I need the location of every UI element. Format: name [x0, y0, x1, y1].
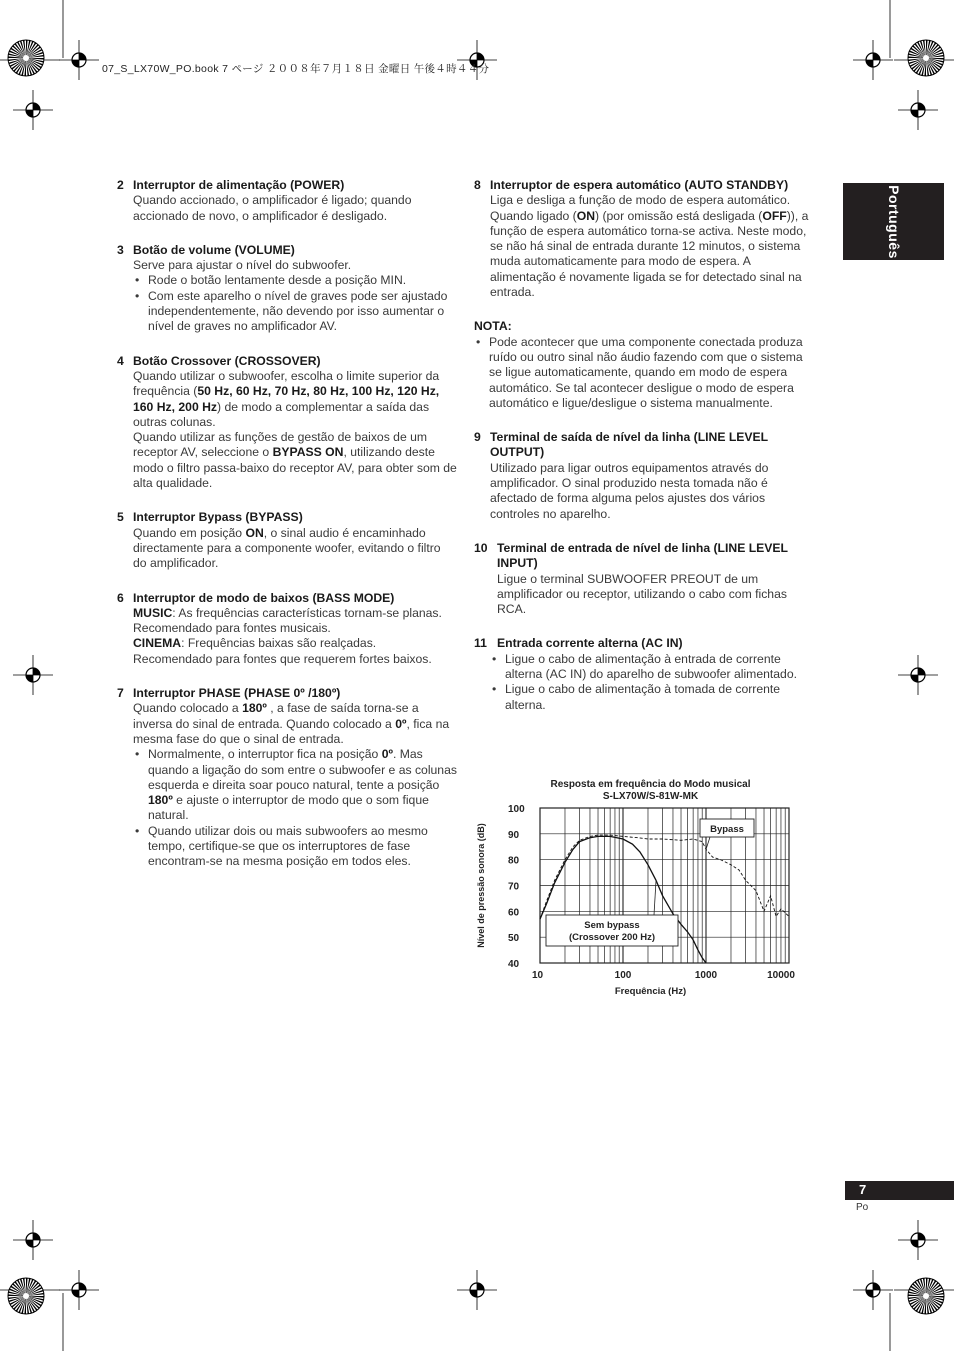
page-number-bar [845, 1181, 954, 1200]
item-line-level-output [474, 430, 812, 522]
x-tick-label: 1000 [694, 970, 718, 981]
language-tab [843, 183, 944, 260]
right-column [474, 178, 812, 713]
item-text: CINEMA: Frequências baixas são realçadas. Recomendado para fontes que requerem fortes baixos. [133, 636, 432, 666]
chart-subtitle: S-LX70W/S-81W-MK [602, 791, 699, 802]
annotation-label-crossover: (Crossover 200 Hz) [568, 932, 656, 943]
item-number: 3 [117, 242, 124, 257]
item-title: Terminal de saída de nível da linha (LINE LEVEL OUTPUT) [490, 430, 768, 460]
item-bass-mode-switch [117, 591, 457, 667]
bullet-item: • Ligue o cabo de alimentação à entrada de corrente alterna (AC IN) do aparelho de subwoofer alimentado. [490, 652, 812, 683]
item-line-level-input [474, 541, 812, 617]
left-column [117, 178, 457, 889]
item-text: Quando ligado (ON) (por omissão está desligada (OFF)), a função de espera automático torna-se activa. Neste modo, se não há sinal de entrada durante 12 minutos, o sistema muda automaticamente para modo de espera. A alimentação é novamente ligada se for detectado sinal na entrada. [490, 208, 809, 300]
y-tick-label: 80 [508, 855, 520, 867]
item-number: 11 [474, 636, 487, 651]
item-title: Interruptor PHASE (PHASE 0º /180º) [133, 686, 341, 701]
item-text: Quando utilizar o subwoofer, escolha o limite superior da frequência (50 Hz, 60 Hz, 70 Hz, 80 Hz, 100 Hz, 120 Hz, 160 Hz, 200 Hz) de modo a complementar a saída das outras colunas. [133, 368, 440, 429]
item-number: 5 [117, 510, 124, 525]
item-ac-in [474, 636, 812, 712]
bullet-item: • Ligue o cabo de alimentação à tomada de corrente alterna. [490, 682, 812, 713]
item-text: Ligue o terminal SUBWOOFER PREOUT de um amplificador ou receptor, utilizando o cabo com fichas RCA. [497, 571, 787, 617]
y-tick-label: 100 [508, 804, 525, 815]
annotation-label-bypass: Bypass [710, 824, 744, 835]
y-tick-label: 70 [508, 881, 520, 893]
item-title: Interruptor Bypass (BYPASS) [133, 510, 303, 525]
item-text: Quando utilizar as funções de gestão de baixos de um receptor AV, seleccione o BYPASS ON, utilizando deste modo o filtro passa-baixo do receptor AV, para obter som de alta qualidade. [133, 430, 457, 491]
book-header-line: 07_S_LX70W_PO.book 7 ページ ２００８年７月１８日 金曜日 午後４時４４分 [102, 63, 490, 75]
annotation-label-sem-bypass: Sem bypass [584, 920, 640, 931]
item-number: 9 [474, 430, 481, 445]
note-heading: NOTA: [474, 319, 512, 334]
y-tick-label: 50 [508, 933, 520, 945]
item-text: Utilizado para ligar outros equipamentos através do amplificador. O sinal produzido nesta tomada não é afectado de forma alguma pelos ajustes dos vários controles no aparelho. [490, 460, 769, 521]
item-text: Quando em posição ON, o sinal audio é encaminhado directamente para a componente woofer, evitando o filtro do amplificador. [133, 525, 441, 571]
bullet-item: • Com este aparelho o nível de graves pode ser ajustado independentemente, não devendo por isso aumentar o nível de graves no amplificador AV. [133, 289, 457, 335]
item-phase-switch [117, 686, 457, 870]
x-tick-label: 100 [614, 970, 632, 981]
item-title: Entrada corrente alterna (AC IN) [497, 636, 683, 651]
bullet-item: • Normalmente, o interruptor fica na posição 0º. Mas quando a ligação do som entre o subwoofer e as colunas esquerda e direita soar pouco natural, tente a posição 180º e ajuste o interruptor de modo que o som fique natural. [133, 747, 457, 823]
item-crossover-knob [117, 354, 457, 492]
page-language-code: Po [856, 1202, 869, 1213]
item-text: Quando accionado, o amplificador é ligado; quando accionado de novo, o amplificador é desligado. [133, 193, 412, 223]
item-number: 7 [117, 686, 124, 701]
x-tick-label: 10 [532, 970, 544, 981]
bullet-item: • Rode o botão lentamente desde a posição MIN. [133, 273, 457, 288]
frequency-response-chart [474, 775, 814, 1000]
y-axis-label: Nível de pressão sonora (dB) [476, 823, 486, 948]
item-number: 2 [117, 178, 124, 192]
item-text: Quando colocado a 180º , a fase de saída torna-se a inversa do sinal de entrada. Quando colocado a 0º, fica na mesma fase do que o sinal de entrada. [133, 701, 450, 746]
item-power-switch [117, 178, 457, 224]
note-text: • Pode acontecer que uma componente conectada produza ruído ou outro sinal não áudio fazendo com que o sistema se ligue automaticamente, quando em modo de espera automático. Se tal acontecer desligue o modo de espera automático e ligue/desligue o sistema manualmente. [474, 335, 812, 411]
y-tick-label: 40 [508, 959, 520, 970]
item-number: 6 [117, 590, 124, 605]
item-text: MUSIC: As frequências características tornam-se planas. Recomendado para fontes musicais. [133, 605, 442, 636]
item-title: Interruptor de modo de baixos (BASS MODE) [133, 590, 395, 605]
item-title: Botão Crossover (CROSSOVER) [133, 353, 321, 368]
language-tab-label: Português [885, 184, 902, 259]
item-auto-standby-switch [474, 178, 812, 300]
item-title: Terminal de entrada de nível de linha (LINE LEVEL INPUT) [497, 540, 788, 571]
note-block [474, 319, 812, 411]
x-axis-label: Frequência (Hz) [614, 986, 687, 997]
bullet-item: • Quando utilizar dois ou mais subwoofers ao mesmo tempo, certifique-se que os interruptores de fase encontram-se na mesma posição em todos eles. [133, 824, 457, 870]
item-title: Interruptor de espera automático (AUTO STANDBY) [490, 178, 789, 192]
item-number: 4 [117, 353, 124, 368]
y-tick-label: 90 [508, 829, 520, 841]
item-title: Interruptor de alimentação (POWER) [133, 178, 345, 192]
item-bypass-switch [117, 510, 457, 571]
item-text: Serve para ajustar o nível do subwoofer. [133, 258, 352, 273]
item-number: 10 [474, 540, 488, 555]
item-text: Liga e desliga a função de modo de espera automático. [490, 193, 791, 208]
page-number: 7 [859, 1182, 867, 1197]
y-tick-label: 60 [508, 907, 520, 919]
item-number: 8 [474, 178, 481, 192]
x-tick-label: 10000 [767, 970, 795, 981]
item-volume-knob [117, 243, 457, 335]
item-title: Botão de volume (VOLUME) [133, 242, 295, 257]
chart-title: Resposta em frequência do Modo musical [550, 779, 751, 790]
